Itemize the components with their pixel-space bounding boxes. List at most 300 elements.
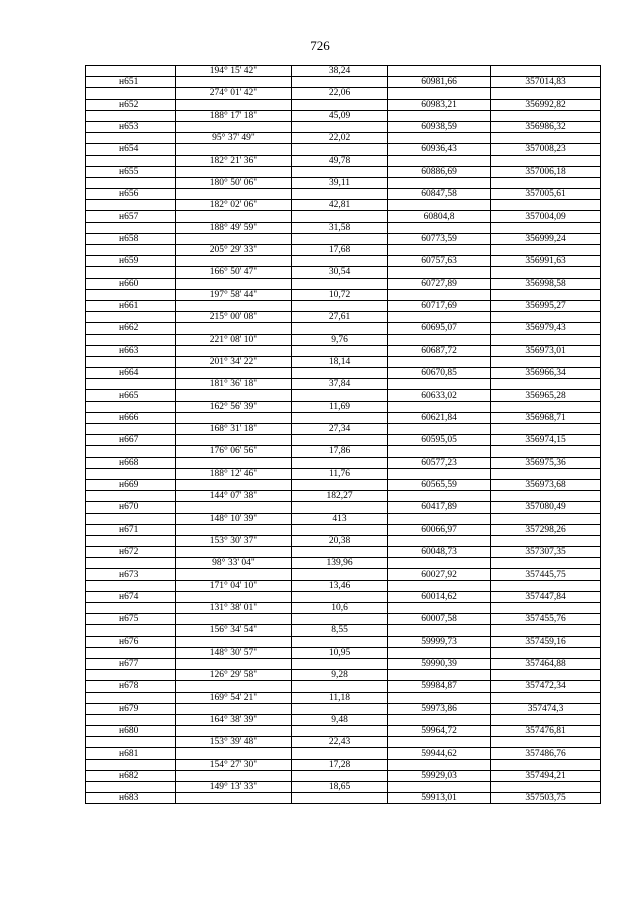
table-row [86,479,601,490]
table-row [86,256,601,267]
point-cell: н681 [86,748,176,759]
table-row [86,356,601,367]
y-coordinate-cell [491,177,601,188]
distance-cell [292,547,388,558]
angle-cell [176,390,292,401]
x-coordinate-cell [388,334,491,345]
x-coordinate-cell: 60670,85 [388,368,491,379]
angle-cell: 221° 08' 10" [176,334,292,345]
x-coordinate-cell [388,603,491,614]
point-cell: н664 [86,368,176,379]
point-cell: н661 [86,300,176,311]
point-cell: н663 [86,345,176,356]
distance-cell: 11,18 [292,692,388,703]
point-cell [86,289,176,300]
coordinates-table-body [86,66,601,804]
angle-cell [176,479,292,490]
table-row [86,155,601,166]
y-coordinate-cell: 356986,32 [491,121,601,132]
table-row [86,625,601,636]
y-coordinate-cell: 356998,58 [491,278,601,289]
point-cell: н670 [86,502,176,513]
table-row [86,457,601,468]
distance-cell [292,323,388,334]
table-row [86,88,601,99]
y-coordinate-cell: 356973,68 [491,479,601,490]
angle-cell [176,703,292,714]
angle-cell: 148° 10' 39" [176,513,292,524]
y-coordinate-cell: 357006,18 [491,166,601,177]
table-row [86,603,601,614]
table-row [86,547,601,558]
y-coordinate-cell [491,737,601,748]
point-cell [86,133,176,144]
angle-cell [176,323,292,334]
distance-cell [292,256,388,267]
x-coordinate-cell [388,289,491,300]
angle-cell: 126° 29' 58" [176,670,292,681]
x-coordinate-cell: 60981,66 [388,77,491,88]
point-cell [86,714,176,725]
y-coordinate-cell [491,468,601,479]
table-row [86,77,601,88]
angle-cell [176,345,292,356]
angle-cell: 171° 04' 10" [176,580,292,591]
table-row [86,681,601,692]
point-cell: н668 [86,457,176,468]
table-row [86,658,601,669]
angle-cell: 182° 21' 36" [176,155,292,166]
point-cell: н682 [86,770,176,781]
x-coordinate-cell [388,110,491,121]
angle-cell: 182° 02' 06" [176,200,292,211]
table-row [86,670,601,681]
angle-cell: 181° 36' 18" [176,379,292,390]
distance-cell [292,681,388,692]
x-coordinate-cell [388,558,491,569]
y-coordinate-cell [491,245,601,256]
y-coordinate-cell: 357472,34 [491,681,601,692]
table-row [86,468,601,479]
table-row [86,289,601,300]
y-coordinate-cell [491,714,601,725]
distance-cell [292,703,388,714]
y-coordinate-cell [491,692,601,703]
x-coordinate-cell: 60621,84 [388,412,491,423]
table-row [86,502,601,513]
angle-cell [176,524,292,535]
distance-cell [292,211,388,222]
point-cell: н677 [86,658,176,669]
y-coordinate-cell [491,88,601,99]
x-coordinate-cell [388,155,491,166]
table-row [86,189,601,200]
y-coordinate-cell [491,424,601,435]
table-row [86,580,601,591]
y-coordinate-cell [491,580,601,591]
table-row [86,312,601,323]
x-coordinate-cell [388,401,491,412]
distance-cell: 31,58 [292,222,388,233]
distance-cell [292,658,388,669]
point-cell [86,692,176,703]
x-coordinate-cell: 60983,21 [388,99,491,110]
point-cell: н660 [86,278,176,289]
angle-cell [176,256,292,267]
table-row [86,513,601,524]
x-coordinate-cell [388,379,491,390]
x-coordinate-cell [388,356,491,367]
y-coordinate-cell: 356973,01 [491,345,601,356]
distance-cell: 18,65 [292,782,388,793]
table-row [86,692,601,703]
y-coordinate-cell: 356991,63 [491,256,601,267]
distance-cell: 11,69 [292,401,388,412]
coordinates-table [85,65,601,804]
angle-cell [176,681,292,692]
x-coordinate-cell: 60633,02 [388,390,491,401]
x-coordinate-cell [388,133,491,144]
table-row [86,535,601,546]
table-row [86,121,601,132]
distance-cell: 17,28 [292,759,388,770]
y-coordinate-cell [491,356,601,367]
point-cell [86,468,176,479]
x-coordinate-cell: 60695,07 [388,323,491,334]
distance-cell [292,726,388,737]
x-coordinate-cell [388,177,491,188]
table-row [86,379,601,390]
distance-cell [292,524,388,535]
x-coordinate-cell [388,312,491,323]
y-coordinate-cell [491,222,601,233]
x-coordinate-cell [388,580,491,591]
x-coordinate-cell: 60936,43 [388,144,491,155]
y-coordinate-cell: 357503,75 [491,793,601,804]
table-row [86,491,601,502]
x-coordinate-cell [388,88,491,99]
y-coordinate-cell [491,647,601,658]
point-cell: н662 [86,323,176,334]
table-row [86,334,601,345]
distance-cell [292,189,388,200]
point-cell: н671 [86,524,176,535]
angle-cell: 194° 15' 42" [176,66,292,77]
angle-cell [176,726,292,737]
angle-cell [176,658,292,669]
distance-cell [292,636,388,647]
x-coordinate-cell: 60565,59 [388,479,491,490]
angle-cell: 164° 38' 39" [176,714,292,725]
distance-cell [292,479,388,490]
x-coordinate-cell: 60577,23 [388,457,491,468]
x-coordinate-cell: 60886,69 [388,166,491,177]
table-row [86,636,601,647]
point-cell [86,603,176,614]
x-coordinate-cell: 60687,72 [388,345,491,356]
table-row [86,524,601,535]
distance-cell: 13,46 [292,580,388,591]
x-coordinate-cell: 59944,62 [388,748,491,759]
x-coordinate-cell [388,759,491,770]
y-coordinate-cell [491,200,601,211]
angle-cell: 95° 37' 49" [176,133,292,144]
distance-cell: 11,76 [292,468,388,479]
x-coordinate-cell [388,535,491,546]
y-coordinate-cell: 357474,3 [491,703,601,714]
y-coordinate-cell [491,334,601,345]
point-cell: н667 [86,435,176,446]
x-coordinate-cell [388,245,491,256]
table-row [86,110,601,121]
y-coordinate-cell: 356975,36 [491,457,601,468]
x-coordinate-cell [388,625,491,636]
angle-cell [176,211,292,222]
table-row [86,770,601,781]
point-cell: н658 [86,233,176,244]
table-row [86,714,601,725]
x-coordinate-cell: 60938,59 [388,121,491,132]
table-row [86,278,601,289]
y-coordinate-cell: 356992,82 [491,99,601,110]
point-cell [86,222,176,233]
x-coordinate-cell [388,714,491,725]
y-coordinate-cell [491,782,601,793]
angle-cell: 197° 58' 44" [176,289,292,300]
point-cell: н673 [86,569,176,580]
distance-cell [292,233,388,244]
angle-cell: 201° 34' 22" [176,356,292,367]
y-coordinate-cell: 356968,71 [491,412,601,423]
y-coordinate-cell [491,446,601,457]
point-cell: н676 [86,636,176,647]
angle-cell [176,77,292,88]
angle-cell: 162° 56' 39" [176,401,292,412]
point-cell [86,379,176,390]
x-coordinate-cell [388,468,491,479]
table-row [86,390,601,401]
x-coordinate-cell: 60066,97 [388,524,491,535]
y-coordinate-cell [491,670,601,681]
angle-cell [176,569,292,580]
point-cell: н683 [86,793,176,804]
distance-cell: 27,61 [292,312,388,323]
distance-cell [292,390,388,401]
angle-cell [176,300,292,311]
y-coordinate-cell: 357476,81 [491,726,601,737]
x-coordinate-cell [388,222,491,233]
point-cell [86,759,176,770]
y-coordinate-cell: 357307,35 [491,547,601,558]
table-row [86,211,601,222]
x-coordinate-cell: 59984,87 [388,681,491,692]
table-row [86,782,601,793]
angle-cell [176,547,292,558]
x-coordinate-cell: 60847,58 [388,189,491,200]
x-coordinate-cell: 60757,63 [388,256,491,267]
table-row [86,222,601,233]
y-coordinate-cell [491,267,601,278]
x-coordinate-cell: 60048,73 [388,547,491,558]
x-coordinate-cell [388,424,491,435]
angle-cell [176,412,292,423]
angle-cell: 215° 00' 08" [176,312,292,323]
angle-cell [176,278,292,289]
y-coordinate-cell [491,110,601,121]
angle-cell: 166° 50' 47" [176,267,292,278]
distance-cell [292,144,388,155]
distance-cell [292,770,388,781]
table-row [86,267,601,278]
table-row [86,424,601,435]
x-coordinate-cell [388,647,491,658]
point-cell: н672 [86,547,176,558]
angle-cell [176,189,292,200]
y-coordinate-cell [491,401,601,412]
point-cell: н678 [86,681,176,692]
distance-cell [292,591,388,602]
angle-cell: 188° 17' 18" [176,110,292,121]
table-row [86,368,601,379]
distance-cell [292,569,388,580]
angle-cell [176,368,292,379]
distance-cell [292,793,388,804]
angle-cell [176,636,292,647]
point-cell [86,401,176,412]
angle-cell [176,233,292,244]
table-row [86,99,601,110]
table-row [86,737,601,748]
table-row [86,647,601,658]
y-coordinate-cell: 357445,75 [491,569,601,580]
distance-cell: 20,38 [292,535,388,546]
angle-cell: 168° 31' 18" [176,424,292,435]
y-coordinate-cell [491,513,601,524]
point-cell [86,267,176,278]
distance-cell: 45,09 [292,110,388,121]
y-coordinate-cell: 357447,84 [491,591,601,602]
point-cell: н680 [86,726,176,737]
x-coordinate-cell: 59973,86 [388,703,491,714]
distance-cell: 9,28 [292,670,388,681]
point-cell: н656 [86,189,176,200]
table-row [86,245,601,256]
y-coordinate-cell [491,66,601,77]
table-row [86,200,601,211]
y-coordinate-cell: 357014,83 [491,77,601,88]
point-cell: н654 [86,144,176,155]
point-cell: н653 [86,121,176,132]
distance-cell: 182,27 [292,491,388,502]
point-cell [86,647,176,658]
point-cell [86,424,176,435]
distance-cell [292,300,388,311]
x-coordinate-cell: 60595,05 [388,435,491,446]
x-coordinate-cell [388,670,491,681]
distance-cell: 139,96 [292,558,388,569]
y-coordinate-cell: 357459,16 [491,636,601,647]
x-coordinate-cell: 59929,03 [388,770,491,781]
table-row [86,177,601,188]
angle-cell: 188° 12' 46" [176,468,292,479]
distance-cell: 38,24 [292,66,388,77]
angle-cell: 153° 30' 37" [176,535,292,546]
point-cell [86,670,176,681]
x-coordinate-cell [388,267,491,278]
y-coordinate-cell [491,535,601,546]
angle-cell [176,99,292,110]
table-row [86,558,601,569]
point-cell: н665 [86,390,176,401]
x-coordinate-cell: 59913,01 [388,793,491,804]
x-coordinate-cell: 60804,8 [388,211,491,222]
distance-cell [292,368,388,379]
table-row [86,793,601,804]
table-row [86,133,601,144]
distance-cell [292,748,388,759]
point-cell [86,155,176,166]
point-cell [86,737,176,748]
angle-cell: 176° 06' 56" [176,446,292,457]
x-coordinate-cell: 60727,89 [388,278,491,289]
point-cell [86,558,176,569]
angle-cell: 98° 33' 04" [176,558,292,569]
y-coordinate-cell [491,558,601,569]
point-cell [86,782,176,793]
y-coordinate-cell: 357464,88 [491,658,601,669]
y-coordinate-cell: 356965,28 [491,390,601,401]
x-coordinate-cell [388,692,491,703]
y-coordinate-cell: 357486,76 [491,748,601,759]
distance-cell [292,278,388,289]
angle-cell [176,614,292,625]
y-coordinate-cell: 356974,15 [491,435,601,446]
table-row [86,614,601,625]
distance-cell: 39,11 [292,177,388,188]
point-cell [86,491,176,502]
table-row [86,569,601,580]
x-coordinate-cell [388,446,491,457]
table-row [86,703,601,714]
point-cell: н674 [86,591,176,602]
table-row [86,435,601,446]
angle-cell [176,591,292,602]
distance-cell: 10,72 [292,289,388,300]
angle-cell: 205° 29' 33" [176,245,292,256]
table-row [86,759,601,770]
point-cell [86,110,176,121]
angle-cell: 180° 50' 06" [176,177,292,188]
distance-cell [292,457,388,468]
point-cell [86,88,176,99]
y-coordinate-cell: 357494,21 [491,770,601,781]
distance-cell: 22,02 [292,133,388,144]
y-coordinate-cell [491,603,601,614]
point-cell: н666 [86,412,176,423]
point-cell [86,334,176,345]
point-cell [86,177,176,188]
distance-cell [292,99,388,110]
y-coordinate-cell: 356999,24 [491,233,601,244]
x-coordinate-cell: 60027,92 [388,569,491,580]
distance-cell [292,614,388,625]
x-coordinate-cell [388,491,491,502]
point-cell: н675 [86,614,176,625]
point-cell: н669 [86,479,176,490]
angle-cell [176,748,292,759]
table-row [86,233,601,244]
distance-cell: 9,48 [292,714,388,725]
